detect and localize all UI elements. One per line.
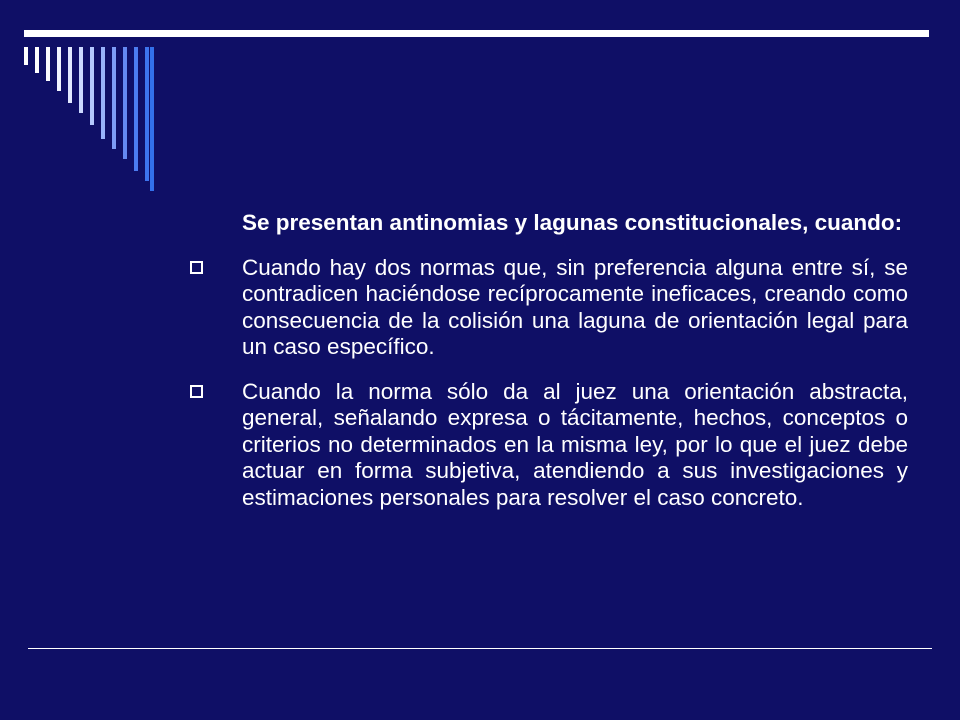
decorative-stripe (46, 47, 50, 81)
slide-content (186, 210, 908, 511)
bullet-text: Cuando hay dos normas que, sin preferencia alguna entre sí, se contradicen haciéndose recíprocamente ineficaces, creando como consecuencia de la colisión una laguna de orientación legal para un caso específico. (242, 254, 908, 359)
decorative-stripe (68, 47, 72, 103)
decorative-stripe (150, 47, 154, 191)
bullet-item (186, 255, 908, 361)
slide-intro: Se presentan antinomias y lagunas constitucionales, cuando: (242, 210, 903, 235)
bullet-text: Cuando la norma sólo da al juez una orientación abstracta, general, señalando expresa o tácitamente, hechos, conceptos o criterios no determinados en la misma ley, por lo que el juez debe actuar en forma subjetiva, atendiendo a sus investigaciones y estimaciones personales para resolver el caso concreto. (242, 378, 908, 510)
decorative-stripe (134, 47, 138, 171)
decorative-stripe (24, 47, 28, 65)
decorative-stripe (123, 47, 127, 159)
decorative-stripe (79, 47, 83, 113)
decorative-stripe (101, 47, 105, 139)
decorative-stripe (57, 47, 61, 91)
bullet-item (186, 379, 908, 512)
bullet-marker (186, 255, 242, 361)
decorative-stripe (90, 47, 94, 125)
decorative-bottom-line (28, 648, 932, 649)
decorative-stripes (24, 37, 164, 197)
bullet-marker (186, 379, 242, 512)
hollow-square-bullet-icon (190, 261, 203, 274)
decorative-stripe (112, 47, 116, 149)
decorative-top-bar (24, 30, 929, 37)
hollow-square-bullet-icon (190, 385, 203, 398)
decorative-stripe (35, 47, 39, 73)
decorative-stripe (145, 47, 149, 181)
